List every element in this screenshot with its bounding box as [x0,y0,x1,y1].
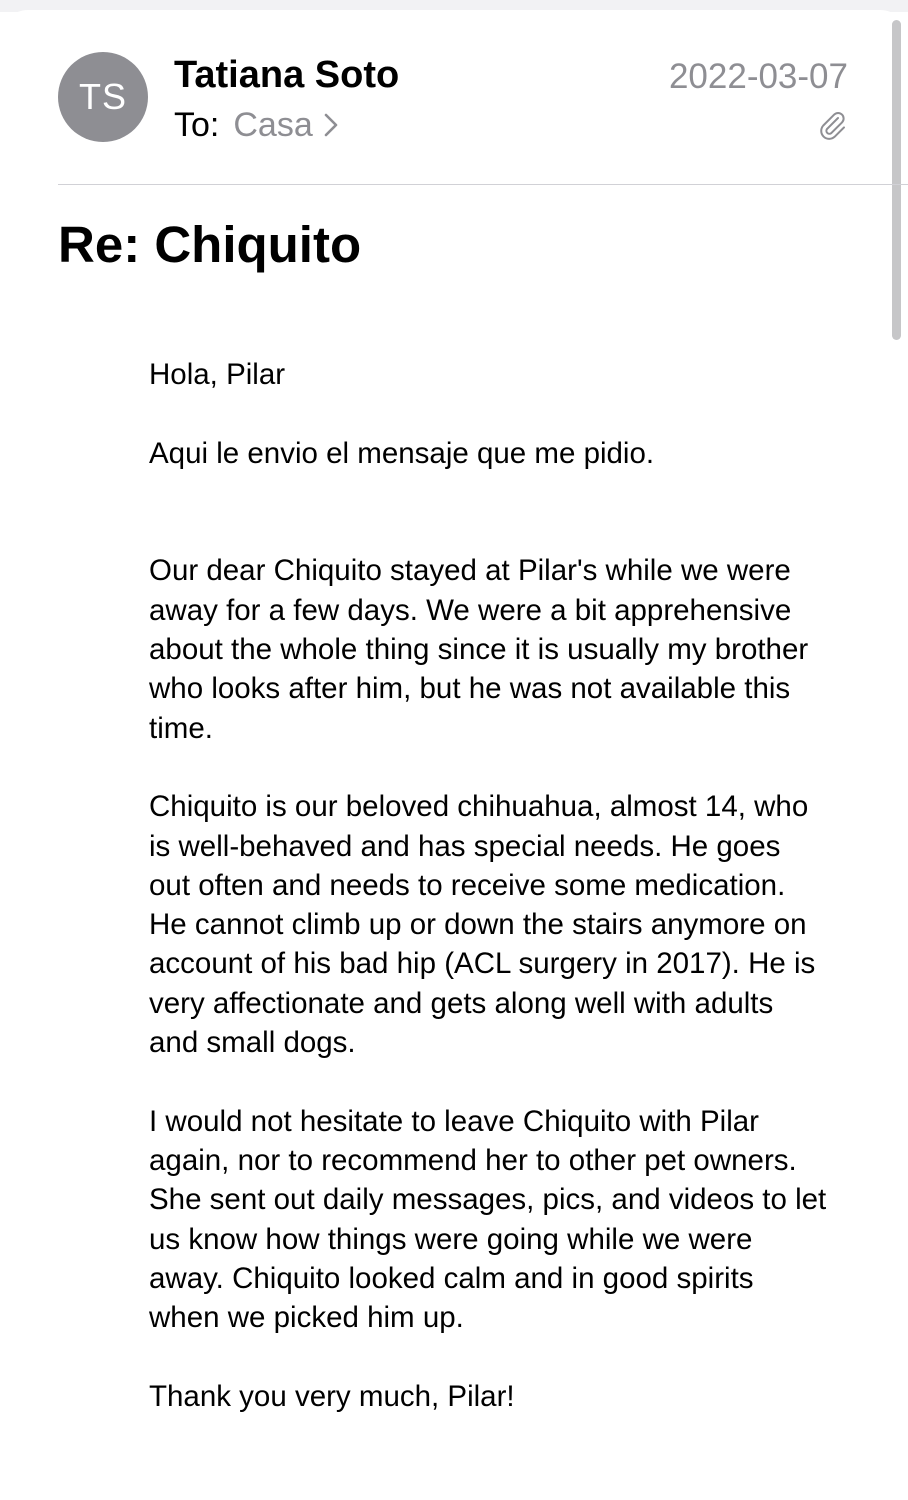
email-closing: Thank you very much, Pilar! [149,1379,515,1413]
email-paragraph-3: I would not hesitate to leave Chiquito with Pilar again, nor to recommend her to other pet owners. She sent out daily messages, pics, and videos to let us know how things were going while we were away. Chiquito looked calm and in good spirits when we picked him up. [149,1104,827,1335]
email-greeting: Hola, Pilar [149,358,286,391]
chevron-right-icon[interactable] [323,112,339,138]
recipient-line[interactable] [174,104,339,146]
email-date: 2022-03-07 [668,57,848,96]
email-subject: Re: Chiquito [58,216,362,273]
header-divider [58,184,908,185]
email-intro: Aqui le envio el mensaje que me pidio. [149,436,655,470]
avatar-initials: TS [78,76,127,117]
email-paragraph-1: Our dear Chiquito stayed at Pilar's while we were away for a few days. We were a bit apprehensive about the whole thing since it is usually my brother who looks after him, but he was not available this time. [149,554,809,745]
sender-name[interactable]: Tatiana Soto [174,54,400,96]
to-label: To: [174,106,220,144]
email-body [149,355,829,1416]
email-paragraph-2: Chiquito is our beloved chihuahua, almost 14, who is well-behaved and has special needs. He goes out often and needs to receive some medication. He cannot climb up or down the stairs anymore on account of his bad hip (ACL surgery in 2017). He is very affectionate and gets along well with adults and small dogs. [149,790,816,1060]
paperclip-icon[interactable] [816,110,848,142]
sender-avatar[interactable] [58,52,148,142]
scrollbar[interactable] [892,20,901,340]
recipient-name[interactable]: Casa [233,106,313,144]
